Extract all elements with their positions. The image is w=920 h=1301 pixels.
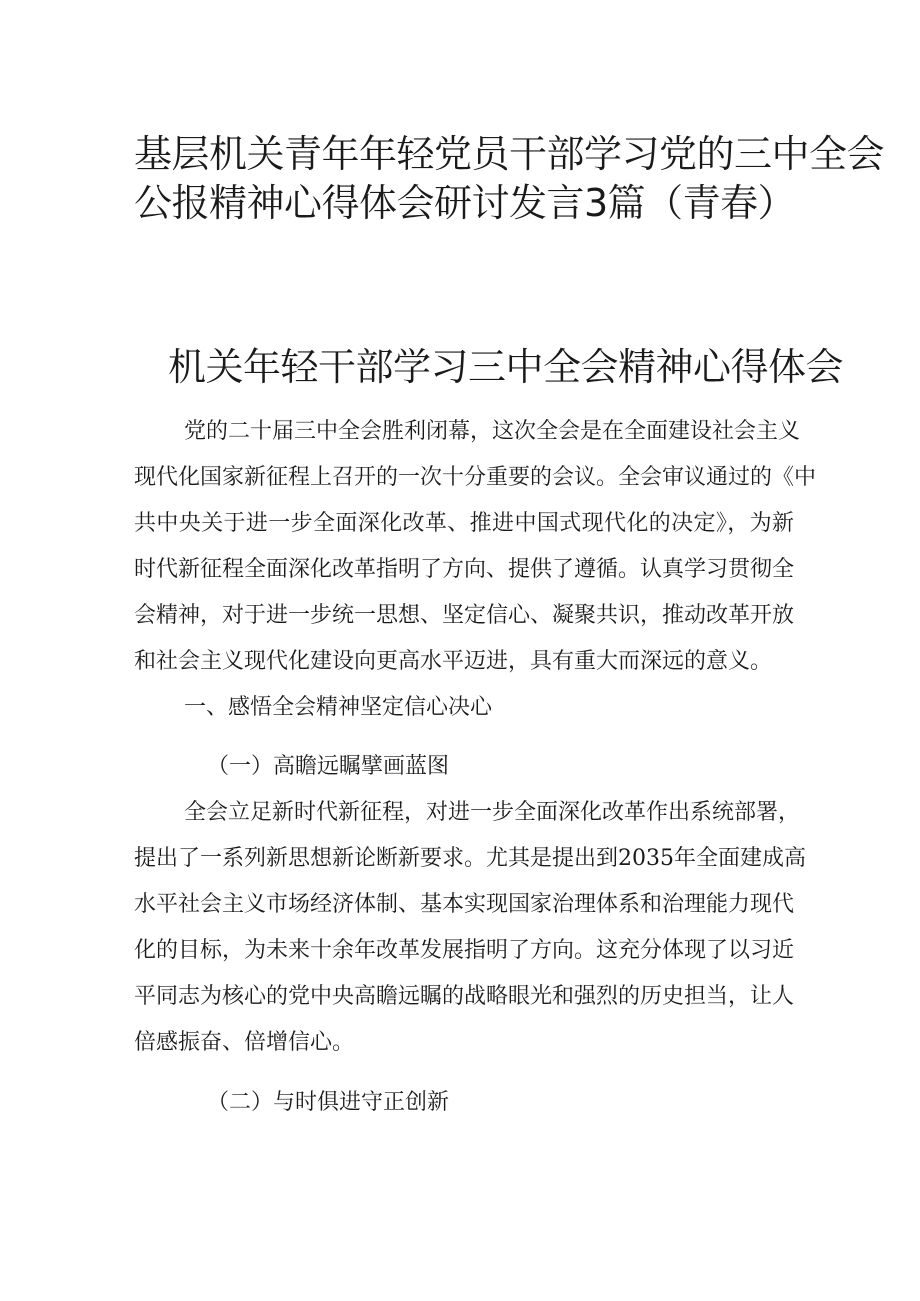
paragraph-line: 化的目标，为未来十余年改革发展指明了方向。这充分体现了以习近 <box>134 938 795 963</box>
paragraph-line: 党的二十届三中全会胜利闭幕，这次全会是在全面建设社会主义 <box>184 419 801 444</box>
paragraph-intro <box>134 409 817 685</box>
paragraph-line: 和社会主义现代化建设向更高水平迈进，具有重大而深远的意义。 <box>134 649 773 674</box>
document-title-line-1: 基层机关青年年轻党员干部学习党的三中全会 <box>134 132 885 176</box>
paragraph-body <box>134 790 806 1066</box>
paragraph-line: 水平社会主义市场经济体制、基本实现国家治理体系和治理能力现代 <box>134 892 795 917</box>
document-body <box>134 409 817 1126</box>
paragraph-line: 全会立足新时代新征程，对进一步全面深化改革作出系统部署， <box>184 800 801 825</box>
paragraph-line: 现代化国家新征程上召开的一次十分重要的会议。全会审议通过的《中 <box>134 465 817 490</box>
heading-level-1: 一、感悟全会精神坚定信心决心 <box>184 695 493 720</box>
document-title-line-2: 公报精神心得体会研讨发言3篇（青春） <box>134 181 796 225</box>
section-title: 机关年轻干部学习三中全会精神心得体会 <box>168 345 844 389</box>
document-title <box>134 130 885 228</box>
paragraph-line: 共中央关于进一步全面深化改革、推进中国式现代化的决定》，为新 <box>134 511 794 536</box>
paragraph-line: 时代新征程全面深化改革指明了方向、提供了遵循。认真学习贯彻全 <box>134 557 795 582</box>
paragraph-line: 平同志为核心的党中央高瞻远瞩的战略眼光和强烈的历史担当，让人 <box>134 984 795 1009</box>
subheading-2: （二）与时俱进守正创新 <box>207 1090 450 1115</box>
paragraph-line: 提出了一系列新思想新论断新要求。尤其是提出到2035年全面建成高 <box>134 846 806 871</box>
paragraph-line: 倍感振奋、倍增信心。 <box>134 1030 355 1055</box>
paragraph-line: 会精神，对于进一步统一思想、坚定信心、凝聚共识，推动改革开放 <box>134 603 795 628</box>
subheading-1: （一）高瞻远瞩擘画蓝图 <box>207 754 450 779</box>
